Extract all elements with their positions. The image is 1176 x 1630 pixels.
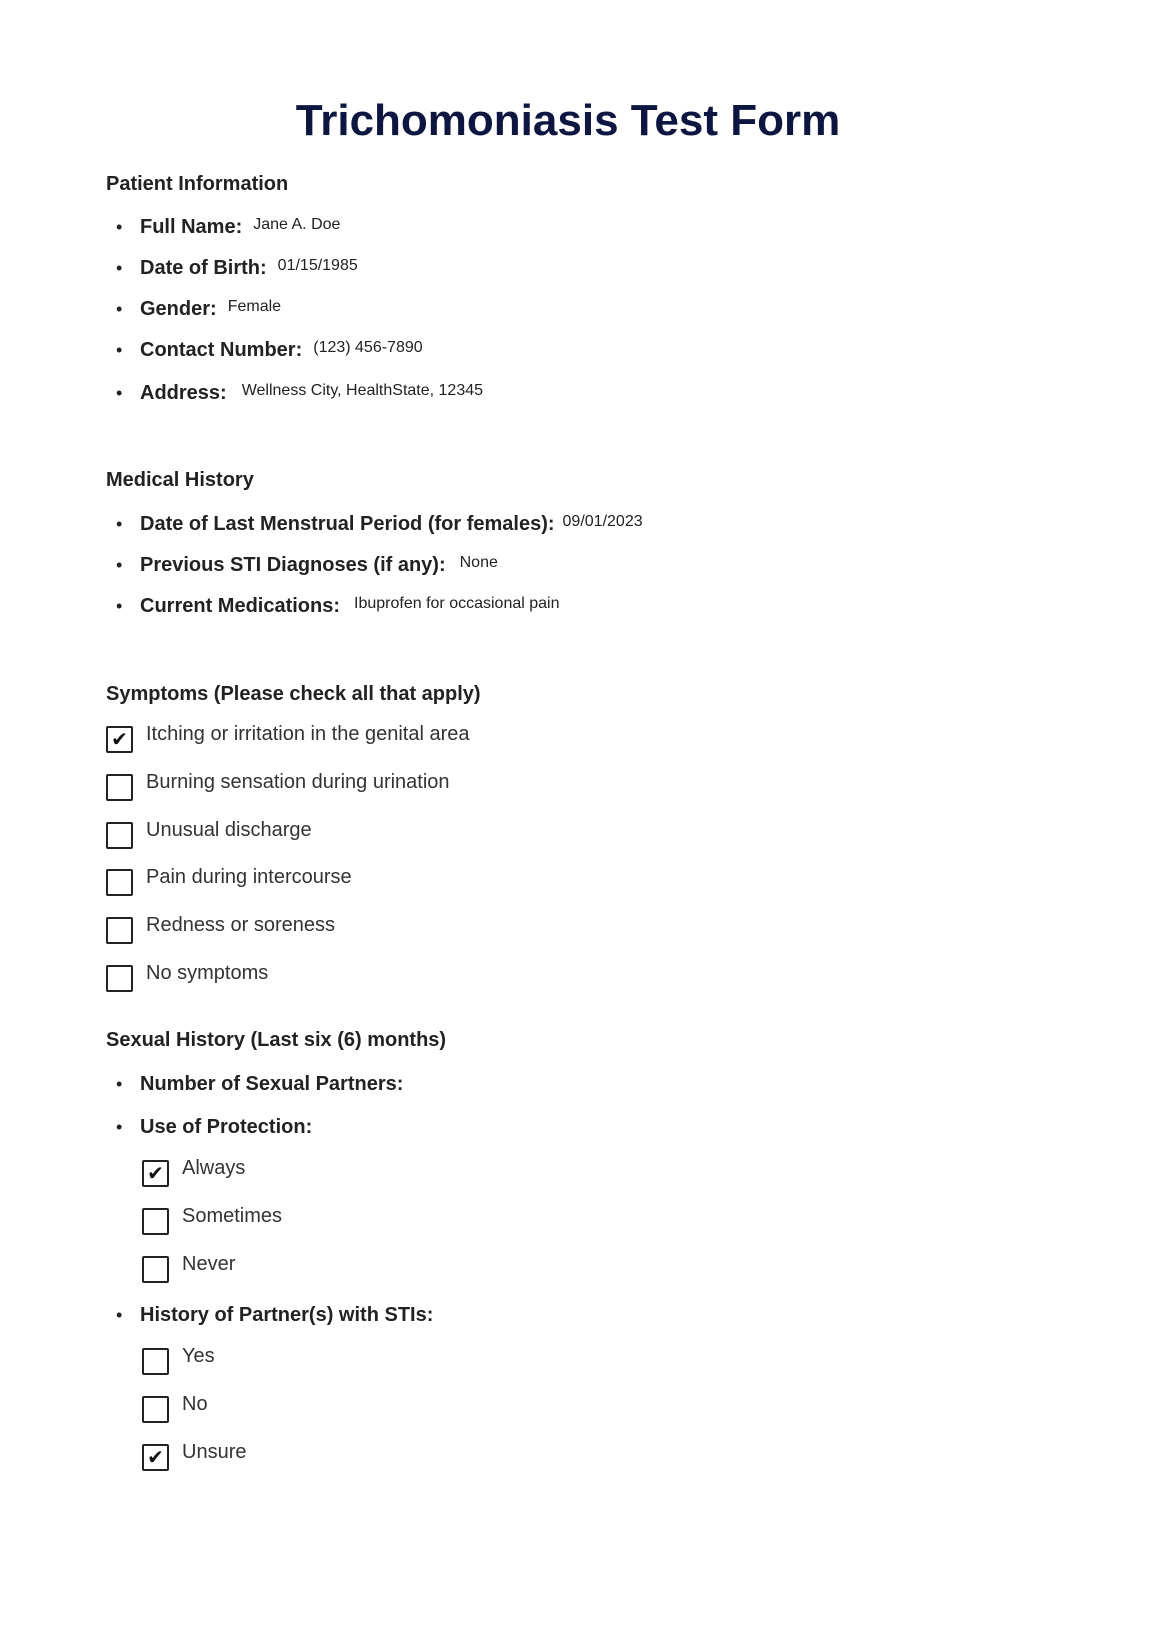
section-heading-patient: Patient Information: [106, 173, 289, 195]
checkbox-label: Burning sensation during urination: [146, 771, 450, 793]
field-label: History of Partner(s) with STIs:: [140, 1304, 434, 1326]
field-label: Full Name:: [140, 216, 243, 238]
checkbox[interactable]: [106, 965, 133, 992]
checkbox[interactable]: [106, 822, 133, 849]
bullet: •: [116, 1117, 123, 1137]
checkbox-label: Always: [182, 1157, 246, 1179]
field-label: Use of Protection:: [140, 1116, 313, 1138]
checkbox[interactable]: [142, 1396, 169, 1423]
bullet: •: [116, 340, 123, 360]
field-lmp: [116, 513, 643, 536]
checkbox[interactable]: [142, 1348, 169, 1375]
field-protection: [116, 1116, 323, 1139]
bullet: •: [116, 383, 123, 403]
field-value[interactable]: Female: [227, 298, 282, 315]
checkbox-label: Never: [182, 1253, 236, 1275]
field-value[interactable]: (123) 456-7890: [313, 339, 423, 356]
field-dob: [116, 257, 358, 280]
checkbox[interactable]: [142, 1256, 169, 1283]
checkbox[interactable]: [142, 1208, 169, 1235]
field-previous-sti: [116, 554, 498, 577]
checkbox-label: No: [182, 1393, 208, 1415]
checkbox-label: Yes: [182, 1345, 215, 1367]
field-value[interactable]: Jane A. Doe: [253, 216, 341, 233]
checkbox[interactable]: [106, 774, 133, 801]
symptom-none-checkbox[interactable]: [106, 963, 268, 990]
bullet: •: [116, 596, 123, 616]
partner-sti-unsure-checkbox[interactable]: [142, 1442, 246, 1469]
checkbox-checked[interactable]: ✔: [142, 1160, 169, 1187]
section-heading-sexual-history: Sexual History (Last six (6) months): [106, 1029, 447, 1051]
bullet: •: [116, 299, 123, 319]
section-heading-symptoms: Symptoms (Please check all that apply): [106, 683, 481, 705]
checkbox[interactable]: [106, 917, 133, 944]
checkbox-label: Redness or soreness: [146, 914, 335, 936]
symptom-burning-checkbox[interactable]: [106, 772, 450, 799]
field-label: Previous STI Diagnoses (if any):: [140, 554, 446, 576]
protection-sometimes-checkbox[interactable]: [142, 1206, 282, 1233]
checkbox-label: Itching or irritation in the genital area: [146, 723, 470, 745]
bullet: •: [116, 1074, 123, 1094]
field-label: Number of Sexual Partners:: [140, 1073, 404, 1095]
bullet: •: [116, 514, 123, 534]
partner-sti-no-checkbox[interactable]: [142, 1394, 208, 1421]
protection-never-checkbox[interactable]: [142, 1254, 235, 1281]
field-partners: [116, 1073, 414, 1096]
field-label: Date of Last Menstrual Period (for females):: [140, 513, 555, 535]
field-value[interactable]: 01/15/1985: [277, 257, 358, 274]
symptom-itching-checkbox[interactable]: [106, 724, 470, 751]
field-value[interactable]: None: [459, 554, 498, 571]
checkbox-label: No symptoms: [146, 962, 269, 984]
field-label: Contact Number:: [140, 339, 303, 361]
bullet: •: [116, 555, 123, 575]
checkbox-checked[interactable]: ✔: [106, 726, 133, 753]
checkbox-checked[interactable]: ✔: [142, 1444, 169, 1471]
field-value[interactable]: Ibuprofen for occasional pain: [354, 595, 560, 612]
field-value[interactable]: Wellness City, HealthState, 12345: [241, 382, 484, 399]
bullet: •: [116, 217, 123, 237]
bullet: •: [116, 258, 123, 278]
field-partner-sti: [116, 1304, 444, 1327]
checkbox-label: Pain during intercourse: [146, 866, 352, 888]
section-heading-medical: Medical History: [106, 469, 254, 491]
symptom-redness-checkbox[interactable]: [106, 915, 335, 942]
field-label: Date of Birth:: [140, 257, 267, 279]
symptom-discharge-checkbox[interactable]: [106, 820, 312, 847]
symptom-pain-checkbox[interactable]: [106, 867, 352, 894]
field-full-name: [116, 216, 340, 239]
field-label: Gender:: [140, 298, 217, 320]
checkbox-label: Unsure: [182, 1441, 247, 1463]
bullet: •: [116, 1305, 123, 1325]
protection-always-checkbox[interactable]: [142, 1158, 245, 1185]
checkbox[interactable]: [106, 869, 133, 896]
field-medications: [116, 595, 560, 618]
field-address: [116, 382, 483, 405]
partner-sti-yes-checkbox[interactable]: [142, 1346, 215, 1373]
checkbox-label: Unusual discharge: [146, 819, 312, 841]
checkbox-label: Sometimes: [182, 1205, 283, 1227]
field-contact: [116, 339, 423, 362]
page-title: Trichomoniasis Test Form: [295, 96, 841, 145]
field-gender: [116, 298, 281, 321]
field-label: Address:: [140, 382, 227, 404]
field-value[interactable]: 09/01/2023: [562, 513, 643, 530]
field-label: Current Medications:: [140, 595, 341, 617]
